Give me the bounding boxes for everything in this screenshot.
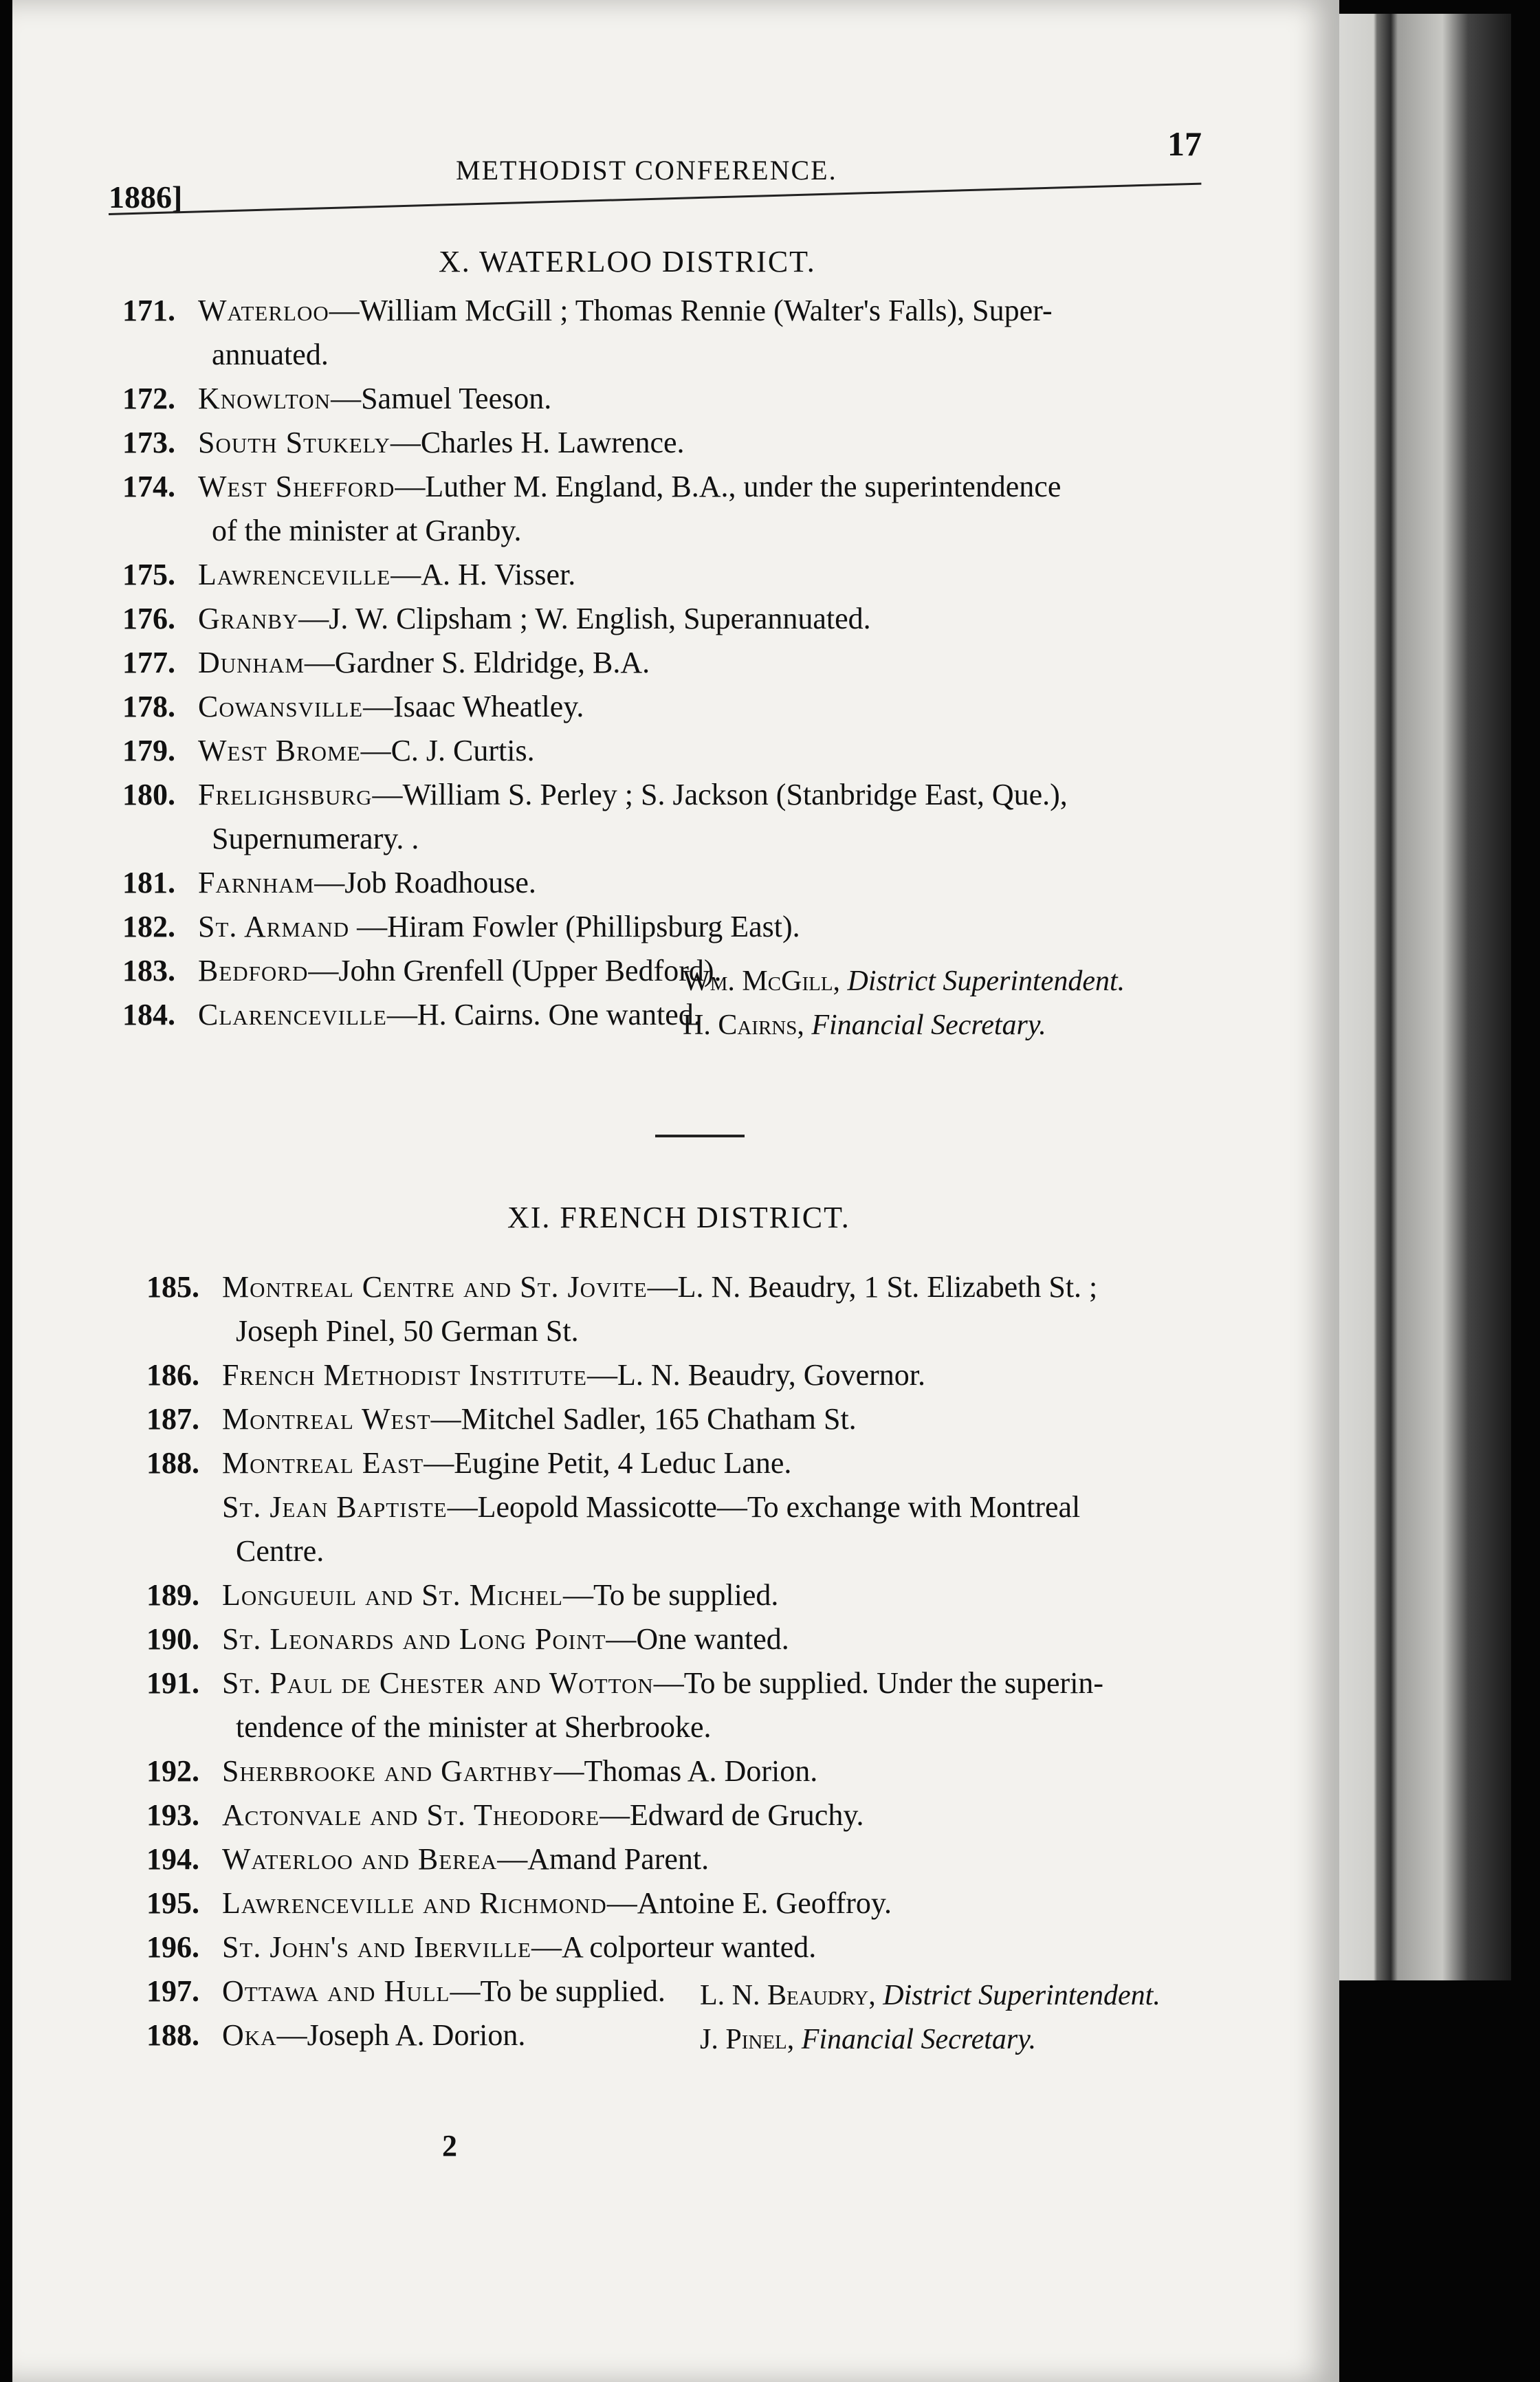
header-rule (109, 183, 1201, 215)
entry-text: —Leopold Massicotte—To exchange with Montreal (447, 1490, 1081, 1524)
list-item (146, 1441, 1281, 1485)
entry-continuation: Centre. (236, 1534, 324, 1568)
signature-mark: 2 (442, 2129, 457, 2163)
waterloo-entries (122, 289, 1250, 1037)
entry-place: Oka (222, 2018, 277, 2052)
page-edges (1339, 14, 1511, 1980)
entry-place: Actonvale and St. Theodore (222, 1798, 600, 1832)
entry-place: Clarenceville (198, 998, 387, 1031)
list-item (122, 553, 1250, 597)
entry-place: Knowlton (198, 382, 331, 415)
signatory-role: Financial Secretary. (801, 2024, 1037, 2055)
list-item (146, 1881, 1281, 1925)
entry-place: St. Armand (198, 910, 350, 943)
entry-text: —A. H. Visser. (390, 558, 576, 591)
entry-text: —A colporteur wanted. (531, 1930, 817, 1964)
entry-text: —Isaac Wheatley. (363, 690, 584, 723)
entry-number: 178. (122, 690, 175, 723)
entry-text: —Edward de Gruchy. (600, 1798, 864, 1832)
entry-number: 192. (146, 1754, 199, 1788)
entry-number: 191. (146, 1666, 199, 1700)
entry-place: Montreal West (222, 1402, 431, 1436)
entry-text: —H. Cairns. One wanted. (386, 998, 701, 1031)
entry-continuation: Joseph Pinel, 50 German St. (236, 1314, 579, 1348)
entry-number: 185. (146, 1270, 199, 1304)
signatory-role: District Superintendent. (847, 965, 1125, 997)
entry-number: 183. (122, 954, 175, 987)
entry-continuation: tendence of the minister at Sherbrooke. (236, 1710, 712, 1744)
signatory-role: Financial Secretary. (811, 1009, 1046, 1041)
entry-number: 177. (122, 646, 175, 679)
signature-line (683, 959, 1125, 1003)
entry-number: 193. (146, 1798, 199, 1832)
entry-text: —Hiram Fowler (Phillipsburg East). (349, 910, 800, 943)
list-item (146, 1661, 1281, 1749)
entry-text: —Antoine E. Geoffroy. (606, 1886, 892, 1920)
entry-number: 181. (122, 866, 175, 899)
entry-place: South Stukely (198, 426, 390, 459)
waterloo-district-title: X. WATERLOO DISTRICT. (439, 245, 816, 278)
list-item (146, 1617, 1281, 1661)
list-item (146, 1353, 1281, 1397)
entry-continuation: annuated. (212, 338, 329, 371)
entry-text: —Mitchel Sadler, 165 Chatham St. (430, 1402, 857, 1436)
entry-continuation: Supernumerary. . (212, 822, 419, 855)
signature-line (700, 2018, 1160, 2062)
list-item (146, 1265, 1281, 1353)
list-item (122, 905, 1250, 949)
french-entries (146, 1265, 1281, 2057)
page-number: 17 (1167, 124, 1202, 163)
list-item (146, 1573, 1281, 1617)
entry-text: —To be supplied. (450, 1974, 666, 2008)
entry-number: 194. (146, 1842, 199, 1876)
entry-place: Waterloo (198, 294, 329, 327)
entry-place: West Shefford (198, 470, 395, 503)
list-item (146, 1485, 1281, 1573)
entry-number: 190. (146, 1622, 199, 1656)
entry-place: Dunham (198, 646, 305, 679)
entry-number: 197. (146, 1974, 199, 2008)
signatory-name: Wm. McGill, (683, 965, 841, 997)
entry-place: Longueuil and St. Michel (222, 1578, 563, 1612)
french-signatures (700, 1974, 1160, 2062)
entry-place: St. Jean Baptiste (222, 1490, 448, 1524)
entry-number: 173. (122, 426, 175, 459)
entry-text: —L. N. Beaudry, 1 St. Elizabeth St. ; (647, 1270, 1098, 1304)
entry-number: 175. (122, 558, 175, 591)
list-item (122, 597, 1250, 641)
list-item (122, 773, 1250, 861)
entry-place: Frelighsburg (198, 778, 373, 811)
entry-text: —Samuel Teeson. (331, 382, 552, 415)
entry-place: Ottawa and Hull (222, 1974, 450, 2008)
entry-place: French Methodist Institute (222, 1358, 587, 1392)
entry-place: Farnham (198, 866, 315, 899)
entry-number: 174. (122, 470, 175, 503)
entry-text: —C. J. Curtis. (360, 734, 535, 767)
entry-text: —To be supplied. Under the superin- (653, 1666, 1104, 1700)
list-item (122, 421, 1250, 465)
signatory-name: H. Cairns, (683, 1009, 804, 1041)
list-item (122, 685, 1250, 729)
french-district-title: XI. FRENCH DISTRICT. (507, 1201, 850, 1234)
entry-continuation: of the minister at Granby. (212, 514, 522, 547)
entry-place: Lawrenceville (198, 558, 391, 591)
list-item (122, 729, 1250, 773)
entry-number: 176. (122, 602, 175, 635)
list-item (146, 1397, 1281, 1441)
list-item (122, 861, 1250, 905)
entry-text: —William S. Perley ; S. Jackson (Stanbridge East, Que.), (372, 778, 1068, 811)
entry-number: 188. (146, 2018, 199, 2052)
waterloo-signatures (683, 959, 1125, 1047)
entry-place: Montreal Centre and St. Jovite (222, 1270, 648, 1304)
signatory-role: District Superintendent. (883, 1980, 1160, 2011)
signatory-name: J. Pinel, (700, 2024, 795, 2055)
entry-place: Waterloo and Berea (222, 1842, 498, 1876)
entry-place: Lawrenceville and Richmond (222, 1886, 607, 1920)
entry-text: —To be supplied. (562, 1578, 779, 1612)
signature-line (700, 1974, 1160, 2018)
entry-number: 182. (122, 910, 175, 943)
entry-text: —Eugine Petit, 4 Leduc Lane. (424, 1446, 792, 1480)
entry-text: —William McGill ; Thomas Rennie (Walter's Falls), Super- (329, 294, 1053, 327)
list-item (122, 465, 1250, 553)
entry-text: —One wanted. (606, 1622, 789, 1656)
list-item (146, 1749, 1281, 1793)
entry-number: 188. (146, 1446, 199, 1480)
entry-number: 195. (146, 1886, 199, 1920)
entry-number: 196. (146, 1930, 199, 1964)
book-page (12, 0, 1339, 2382)
signature-line (683, 1003, 1125, 1047)
entry-number: 189. (146, 1578, 199, 1612)
list-item (122, 289, 1250, 377)
entry-text: —Charles H. Lawrence. (390, 426, 685, 459)
entry-text: —Job Roadhouse. (314, 866, 536, 899)
entry-text: —L. N. Beaudry, Governor. (586, 1358, 925, 1392)
list-item (122, 641, 1250, 685)
list-item (146, 1793, 1281, 1837)
running-head (109, 124, 1209, 215)
entry-place: Cowansville (198, 690, 364, 723)
entry-place: Sherbrooke and Garthby (222, 1754, 554, 1788)
entry-place: St. Leonards and Long Point (222, 1622, 606, 1656)
list-item (146, 1837, 1281, 1881)
entry-text: —Luther M. England, B.A., under the superintendence (395, 470, 1062, 503)
entry-text: —John Grenfell (Upper Bedford). (308, 954, 722, 987)
entry-text: —Amand Parent. (497, 1842, 710, 1876)
entry-number: 179. (122, 734, 175, 767)
list-item (146, 1925, 1281, 1969)
entry-place: St. Paul de Chester and Wotton (222, 1666, 654, 1700)
entry-number: 171. (122, 294, 175, 327)
entry-place: Granby (198, 602, 299, 635)
entry-place: Montreal East (222, 1446, 424, 1480)
header-title: METHODIST CONFERENCE. (456, 155, 837, 186)
entry-number: 172. (122, 382, 175, 415)
entry-text: —Gardner S. Eldridge, B.A. (304, 646, 650, 679)
entry-number: 187. (146, 1402, 199, 1436)
entry-place: Bedford (198, 954, 309, 987)
entry-number: 180. (122, 778, 175, 811)
list-item (122, 377, 1250, 421)
entry-text: —J. W. Clipsham ; W. English, Superannuated. (298, 602, 871, 635)
section-separator (655, 1135, 745, 1137)
entry-place: St. John's and Iberville (222, 1930, 531, 1964)
entry-text: —Joseph A. Dorion. (276, 2018, 526, 2052)
entry-number: 184. (122, 998, 175, 1031)
entry-number: 186. (146, 1358, 199, 1392)
signatory-name: L. N. Beaudry, (700, 1980, 876, 2011)
entry-text: —Thomas A. Dorion. (553, 1754, 818, 1788)
header-year: 1886] (109, 179, 183, 215)
entry-place: West Brome (198, 734, 361, 767)
